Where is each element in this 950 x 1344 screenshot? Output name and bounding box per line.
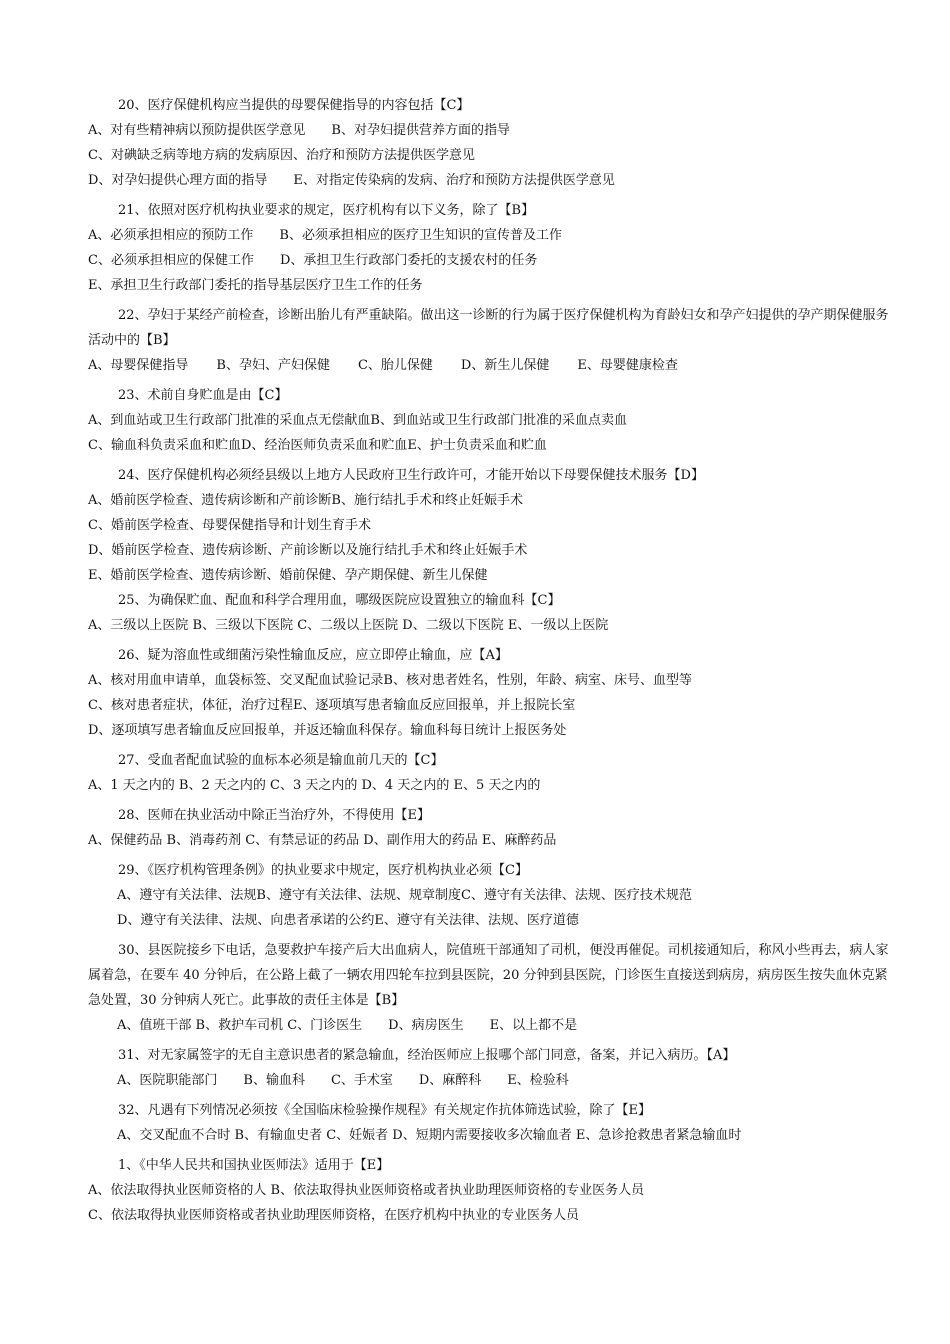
option-line: A、交叉配血不合时 B、有输血史者 C、妊娠者 D、短期内需要接收多次输血者 E、急诊抢救患者紧急输血时: [117, 1128, 742, 1143]
option-a: A、母婴保健指导: [88, 358, 189, 373]
option-line: A、必须承担相应的预防工作 B、必须承担相应的医疗卫生知识的宣传普及工作: [88, 228, 562, 243]
question-24: [88, 463, 890, 588]
option-line: A、到血站或卫生行政部门批准的采血点无偿献血B、到血站或卫生行政部门批准的采血点卖血: [88, 413, 627, 428]
option-line: A、对有些精神病以预防提供医学意见 B、对孕妇提供营养方面的指导: [88, 123, 510, 138]
question-title: 29、《医疗机构管理条例》的执业要求中规定，医疗机构执业必须【C】: [118, 863, 528, 878]
option-line: C、必须承担相应的保健工作 D、承担卫生行政部门委托的支援农村的任务: [88, 253, 538, 268]
question-1: [88, 1153, 890, 1228]
question-26: [88, 643, 890, 743]
option-d: D、新生儿保健: [460, 358, 550, 373]
option-line: A、三级以上医院 B、三级以下医院 C、二级以上医院 D、二级以下医院 E、一级以上医院: [88, 618, 609, 633]
option-line: D、遵守有关法律、法规、向患者承诺的公约E、遵守有关法律、法规、医疗道德: [117, 913, 579, 928]
option-line: A、1 天之内的 B、2 天之内的 C、3 天之内的 D、4 天之内的 E、5 天之内的: [88, 778, 541, 793]
question-21: [88, 198, 890, 298]
option-line: A、保健药品 B、消毒药剂 C、有禁忌证的药品 D、副作用大的药品 E、麻醉药品: [88, 833, 557, 848]
option-row: [88, 353, 890, 378]
question-title: 26、疑为溶血性或细菌污染性输血反应，应立即停止输血，应【A】: [118, 648, 508, 663]
question-25: [88, 588, 890, 638]
option-line: E、承担卫生行政部门委托的指导基层医疗卫生工作的任务: [88, 278, 423, 293]
option-line: A、医院职能部门 B、输血科 C、手术室 D、麻醉科 E、检验科: [117, 1073, 569, 1088]
question-title: 28、医师在执业活动中除正当治疗外，不得使用【E】: [118, 808, 431, 823]
question-title: 21、依照对医疗机构执业要求的规定，医疗机构有以下义务，除了【B】: [118, 203, 535, 218]
question-title: 24、医疗保健机构必须经县级以上地方人民政府卫生行政许可，才能开始以下母婴保健技术服务【D】: [118, 468, 704, 483]
question-32: [88, 1098, 890, 1148]
question-title: 32、凡遇有下列情况必须按《全国临床检验操作规程》有关规定作抗体筛选试验，除了【E】: [118, 1103, 652, 1118]
option-line: C、婚前医学检查、母婴保健指导和计划生育手术: [88, 518, 371, 533]
option-line: A、婚前医学检查、遗传病诊断和产前诊断B、施行结扎手术和终止妊娠手术: [88, 493, 523, 508]
question-title: 20、医疗保健机构应当提供的母婴保健指导的内容包括【C】: [118, 98, 470, 113]
option-line: D、对孕妇提供心理方面的指导 E、对指定传染病的发病、治疗和预防方法提供医学意见: [88, 173, 615, 188]
question-28: [88, 803, 890, 853]
question-title: 23、术前自身贮血是由【C】: [118, 388, 288, 403]
question-title: 31、对无家属签字的无自主意识患者的紧急输血，经治医师应上报哪个部门同意，备案，并记入病历。【A】: [118, 1048, 736, 1063]
question-31: [88, 1043, 890, 1093]
question-title: 1、《中华人民共和国执业医师法》适用于【E】: [118, 1158, 390, 1173]
option-line: A、遵守有关法律、法规B、遵守有关法律、法规、规章制度C、遵守有关法律、法规、医疗技术规范: [117, 888, 692, 903]
option-line: C、依法取得执业医师资格或者执业助理医师资格，在医疗机构中执业的专业医务人员: [88, 1208, 579, 1223]
question-22: [88, 303, 890, 378]
question-title: 25、为确保贮血、配血和科学合理用血，哪级医院应设置独立的输血科【C】: [118, 593, 561, 608]
question-29: [88, 858, 890, 933]
question-30: [88, 938, 890, 1038]
option-line: A、值班干部 B、救护车司机 C、门诊医生 D、病房医生 E、以上都不是: [117, 1018, 578, 1033]
question-title: 30、县医院接乡下电话，急要救护车接产后大出血病人，院值班干部通知了司机，便没再催促。司机接通知后，称风小些再去，病人家属着急，在要车 40 分钟后，在公路上截了一辆农用四轮车拉到县医院，20 分钟到县医院，门诊医生直接送到病房，病房医生按失血休克紧急处置，30 分钟病人死亡。此事故的责任主体是【B】: [88, 943, 889, 1008]
option-line: C、对碘缺乏病等地方病的发病原因、治疗和预防方法提供医学意见: [88, 148, 475, 163]
option-c: C、胎儿保健: [357, 358, 433, 373]
question-23: [88, 383, 890, 458]
question-27: [88, 748, 890, 798]
option-line: C、输血科负责采血和贮血D、经治医师负责采血和贮血E、护士负责采血和贮血: [88, 438, 547, 453]
question-title: 22、孕妇于某经产前检查，诊断出胎儿有严重缺陷。做出这一诊断的行为属于医疗保健机构为育龄妇女和孕产妇提供的孕产期保健服务活动中的【B】: [88, 308, 889, 348]
option-line: A、依法取得执业医师资格的人 B、依法取得执业医师资格或者执业助理医师资格的专业医务人员: [88, 1183, 645, 1198]
option-line: D、逐项填写患者输血反应回报单，并返还输血科保存。输血科每日统计上报医务处: [88, 723, 567, 738]
option-b: B、孕妇、产妇保健: [216, 358, 330, 373]
option-line: C、核对患者症状，体征，治疗过程E、逐项填写患者输血反应回报单，并上报院长室: [88, 698, 576, 713]
option-line: E、婚前医学检查、遗传病诊断、婚前保健、孕产期保健、新生儿保健: [88, 568, 488, 583]
option-e: E、母婴健康检查: [577, 358, 678, 373]
question-20: [88, 93, 890, 193]
option-line: A、核对用血申请单，血袋标签、交叉配血试验记录B、核对患者姓名，性别，年龄、病室、床号、血型等: [88, 673, 692, 688]
option-line: D、婚前医学检查、遗传病诊断、产前诊断以及施行结扎手术和终止妊娠手术: [88, 543, 528, 558]
question-title: 27、受血者配血试验的血标本必须是输血前几天的【C】: [118, 753, 444, 768]
